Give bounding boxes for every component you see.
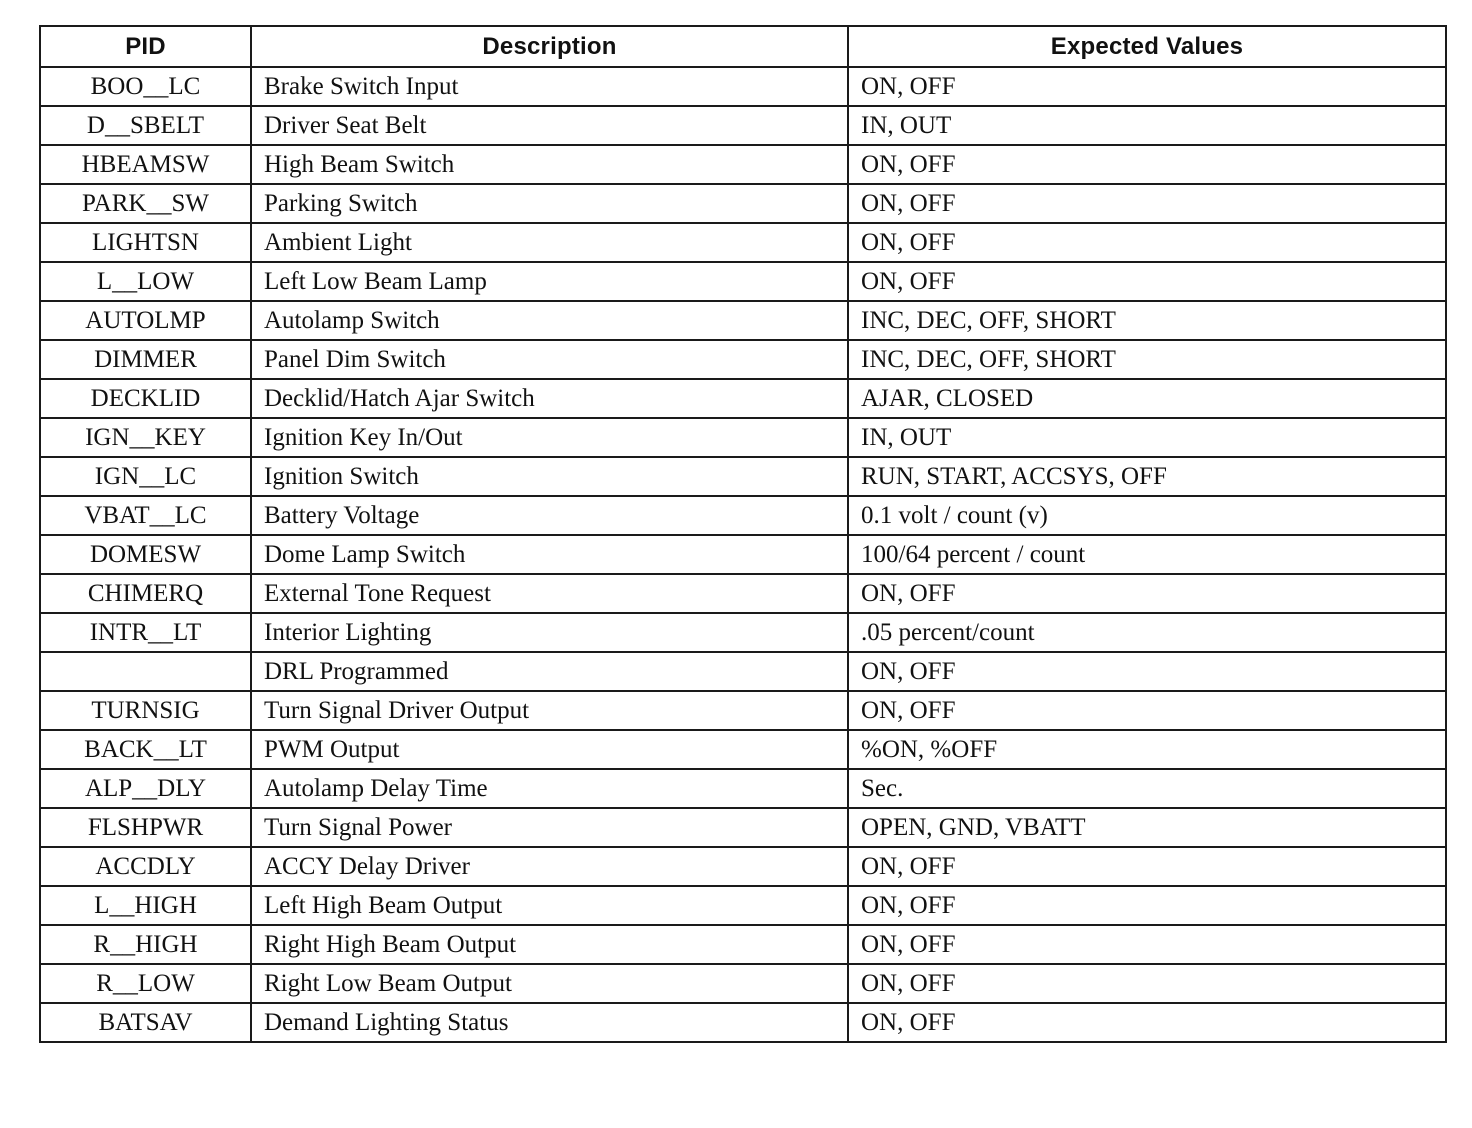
expected-values-cell: ON, OFF: [848, 67, 1446, 106]
pid-cell: D__SBELT: [40, 106, 251, 145]
description-cell: External Tone Request: [251, 574, 848, 613]
table-row: [40, 67, 1446, 106]
table-row: [40, 769, 1446, 808]
table-row: [40, 847, 1446, 886]
description-cell: High Beam Switch: [251, 145, 848, 184]
description-cell: Driver Seat Belt: [251, 106, 848, 145]
table-row: [40, 535, 1446, 574]
table-row: [40, 340, 1446, 379]
pid-cell: R__LOW: [40, 964, 251, 1003]
description-cell: Autolamp Switch: [251, 301, 848, 340]
table-row: [40, 301, 1446, 340]
pid-cell: BOO__LC: [40, 67, 251, 106]
description-cell: Ambient Light: [251, 223, 848, 262]
expected-values-cell: ON, OFF: [848, 184, 1446, 223]
pid-cell: BATSAV: [40, 1003, 251, 1042]
pid-cell: INTR__LT: [40, 613, 251, 652]
description-cell: Dome Lamp Switch: [251, 535, 848, 574]
table-row: [40, 652, 1446, 691]
pid-cell: L__LOW: [40, 262, 251, 301]
table-header: [40, 26, 1446, 67]
expected-values-cell: INC, DEC, OFF, SHORT: [848, 340, 1446, 379]
pid-cell: BACK__LT: [40, 730, 251, 769]
pid-cell: IGN__KEY: [40, 418, 251, 457]
expected-values-cell: ON, OFF: [848, 652, 1446, 691]
pid-cell: R__HIGH: [40, 925, 251, 964]
description-cell: Turn Signal Power: [251, 808, 848, 847]
pid-cell: ALP__DLY: [40, 769, 251, 808]
description-cell: Demand Lighting Status: [251, 1003, 848, 1042]
expected-values-cell: ON, OFF: [848, 691, 1446, 730]
table-row: [40, 457, 1446, 496]
pid-cell: LIGHTSN: [40, 223, 251, 262]
table-row: [40, 613, 1446, 652]
header-expected-values: Expected Values: [848, 26, 1446, 67]
pid-cell: VBAT__LC: [40, 496, 251, 535]
pid-cell: AUTOLMP: [40, 301, 251, 340]
description-cell: Turn Signal Driver Output: [251, 691, 848, 730]
description-cell: Panel Dim Switch: [251, 340, 848, 379]
pid-cell: TURNSIG: [40, 691, 251, 730]
expected-values-cell: ON, OFF: [848, 262, 1446, 301]
description-cell: DRL Programmed: [251, 652, 848, 691]
expected-values-cell: 100/64 percent / count: [848, 535, 1446, 574]
expected-values-cell: %ON, %OFF: [848, 730, 1446, 769]
expected-values-cell: IN, OUT: [848, 418, 1446, 457]
table-row: [40, 808, 1446, 847]
expected-values-cell: Sec.: [848, 769, 1446, 808]
pid-cell: [40, 652, 251, 691]
description-cell: Right High Beam Output: [251, 925, 848, 964]
table-row: [40, 574, 1446, 613]
expected-values-cell: RUN, START, ACCSYS, OFF: [848, 457, 1446, 496]
table-row: [40, 886, 1446, 925]
expected-values-cell: OPEN, GND, VBATT: [848, 808, 1446, 847]
expected-values-cell: ON, OFF: [848, 1003, 1446, 1042]
description-cell: Left Low Beam Lamp: [251, 262, 848, 301]
pid-cell: FLSHPWR: [40, 808, 251, 847]
pid-cell: DOMESW: [40, 535, 251, 574]
table-row: [40, 691, 1446, 730]
table-row: [40, 496, 1446, 535]
table-row: [40, 262, 1446, 301]
description-cell: Left High Beam Output: [251, 886, 848, 925]
description-cell: Ignition Switch: [251, 457, 848, 496]
expected-values-cell: ON, OFF: [848, 964, 1446, 1003]
table-row: [40, 418, 1446, 457]
pid-cell: CHIMERQ: [40, 574, 251, 613]
table-row: [40, 145, 1446, 184]
table-row: [40, 925, 1446, 964]
pid-cell: HBEAMSW: [40, 145, 251, 184]
description-cell: Autolamp Delay Time: [251, 769, 848, 808]
pid-cell: DIMMER: [40, 340, 251, 379]
expected-values-cell: ON, OFF: [848, 925, 1446, 964]
expected-values-cell: IN, OUT: [848, 106, 1446, 145]
expected-values-cell: ON, OFF: [848, 145, 1446, 184]
expected-values-cell: 0.1 volt / count (v): [848, 496, 1446, 535]
table-row: [40, 964, 1446, 1003]
expected-values-cell: ON, OFF: [848, 574, 1446, 613]
description-cell: Interior Lighting: [251, 613, 848, 652]
description-cell: Decklid/Hatch Ajar Switch: [251, 379, 848, 418]
table-row: [40, 1003, 1446, 1042]
description-cell: Ignition Key In/Out: [251, 418, 848, 457]
description-cell: Brake Switch Input: [251, 67, 848, 106]
header-row: [40, 26, 1446, 67]
description-cell: ACCY Delay Driver: [251, 847, 848, 886]
description-cell: Parking Switch: [251, 184, 848, 223]
pid-cell: IGN__LC: [40, 457, 251, 496]
pid-cell: DECKLID: [40, 379, 251, 418]
table-row: [40, 184, 1446, 223]
table-row: [40, 223, 1446, 262]
table-row: [40, 379, 1446, 418]
table-body: [40, 67, 1446, 1042]
expected-values-cell: INC, DEC, OFF, SHORT: [848, 301, 1446, 340]
header-description: Description: [251, 26, 848, 67]
expected-values-cell: ON, OFF: [848, 847, 1446, 886]
pid-cell: PARK__SW: [40, 184, 251, 223]
expected-values-cell: ON, OFF: [848, 886, 1446, 925]
header-pid: PID: [40, 26, 251, 67]
pid-table: [39, 25, 1447, 1043]
expected-values-cell: AJAR, CLOSED: [848, 379, 1446, 418]
description-cell: PWM Output: [251, 730, 848, 769]
expected-values-cell: ON, OFF: [848, 223, 1446, 262]
pid-cell: L__HIGH: [40, 886, 251, 925]
table-row: [40, 730, 1446, 769]
pid-cell: ACCDLY: [40, 847, 251, 886]
description-cell: Right Low Beam Output: [251, 964, 848, 1003]
expected-values-cell: .05 percent/count: [848, 613, 1446, 652]
table-row: [40, 106, 1446, 145]
description-cell: Battery Voltage: [251, 496, 848, 535]
